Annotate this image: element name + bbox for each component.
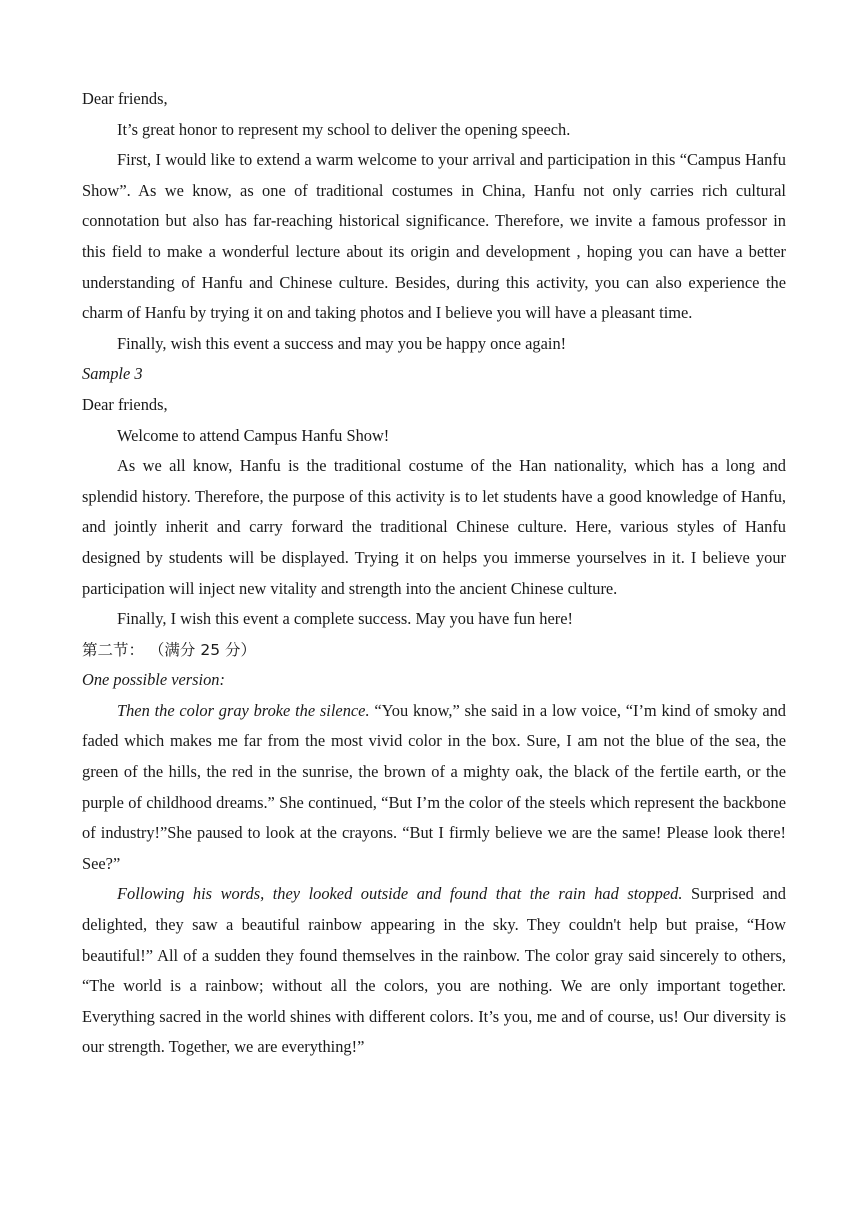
- section-heading: 第二节： （满分 25 分）: [82, 640, 257, 659]
- version-label: One possible version:: [82, 670, 225, 690]
- sample2-opening: It’s great honor to represent my school to deliver the opening speech.: [117, 119, 571, 139]
- sample3-opening: Welcome to attend Campus Hanfu Show!: [117, 425, 390, 445]
- paragraph-2-body: Surprised and delighted, they saw a beautiful rainbow appearing in the sky. They couldn't help but praise, “How beautiful!” All of a sudden they found themselves in the rainbow. The color gray said sincerely to others, “The world is a rainbow; without all the colors, you are nothing. We are only important together. Everything sacred in the world shines with different colors. It’s you, me and of course, us! Our diversity is our strength. Together, we are everything!”: [82, 884, 787, 1057]
- document-page: [82, 84, 786, 1063]
- continuation-paragraph-2: [82, 879, 786, 1063]
- continuation-paragraph-1: [82, 696, 786, 880]
- paragraph-1-body: “You know,” she said in a low voice, “I’m kind of smoky and faded which makes me far from the most vivid color in the box. Sure, I am not the blue of the sea, the green of the hills, the red in the sunrise, the brown of a mighty oak, the black of the fertile earth, or the purple of childhood dreams.” She continued, “But I’m the color of the steels which represent the backbone of industry!”She paused to look at the crayons. “But I firmly believe we are the same! Please look there! See?”: [82, 700, 786, 873]
- sample2-body: First, I would like to extend a warm welcome to your arrival and participation in this “Campus Hanfu Show”. As we know, as one of traditional costumes in China, Hanfu not only carries rich cultural connotation but also has far-reaching historical significance. Therefore, we invite a famous professor in this field to make a wonderful lecture about its origin and development , hoping you can have a better understanding of Hanfu and Chinese culture. Besides, during this activity, you can also experience the charm of Hanfu by trying it on and taking photos and I believe you will have a pleasant time.: [82, 150, 786, 323]
- sample3-closing: Finally, I wish this event a complete success. May you have fun here!: [117, 609, 573, 629]
- sample2-closing: Finally, wish this event a success and may you be happy once again!: [117, 333, 567, 353]
- sample2-salutation: Dear friends,: [82, 89, 168, 108]
- paragraph-1-lead: Then the color gray broke the silence.: [117, 700, 370, 720]
- sample3-label: Sample 3: [82, 364, 143, 384]
- sample3-body: As we all know, Hanfu is the traditional costume of the Han nationality, which has a long and splendid history. Therefore, the purpose of this activity is to let students have a good knowledge of Hanfu, and jointly inherit and carry forward the traditional Chinese culture. Here, various styles of Hanfu designed by students will be displayed. Trying it on helps you immerse yourselves in it. I believe your participation will inject new vitality and strength into the ancient Chinese culture.: [82, 456, 786, 598]
- sample3-salutation: Dear friends,: [82, 394, 168, 414]
- paragraph-2-lead: Following his words, they looked outside and found that the rain had stopped.: [117, 884, 683, 904]
